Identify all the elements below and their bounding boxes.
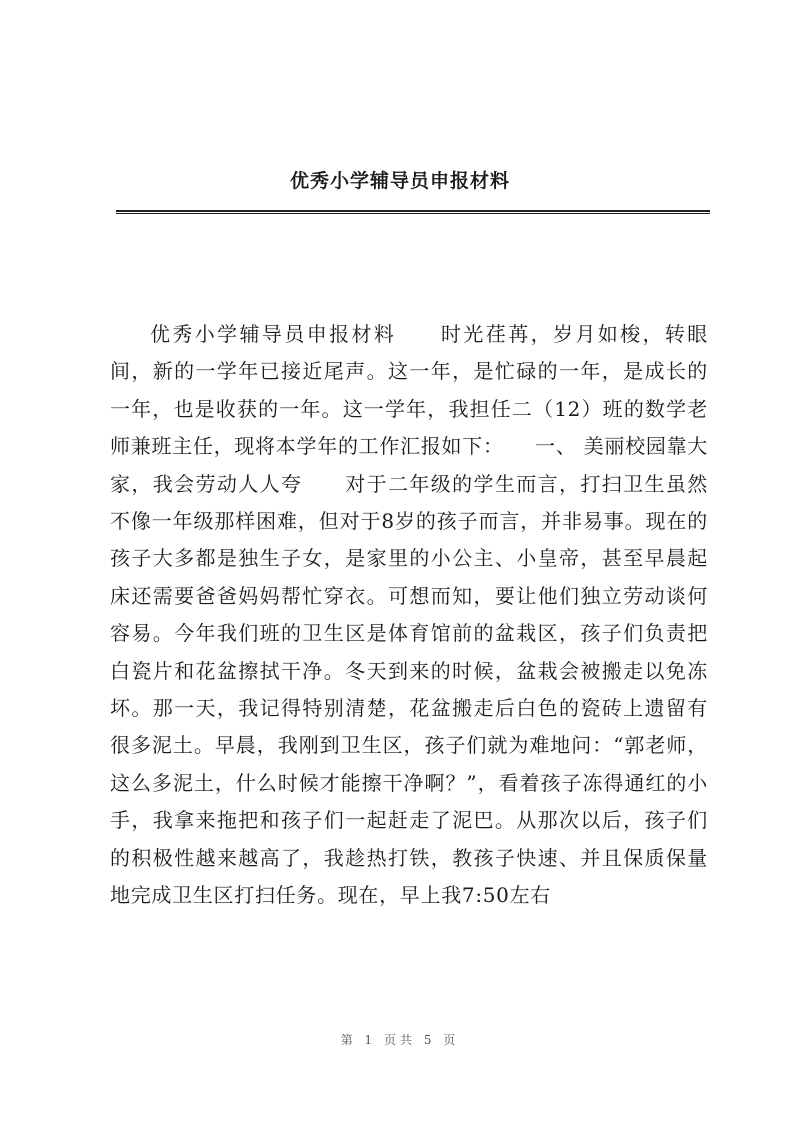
page-title: 优秀小学辅导员申报材料 bbox=[289, 170, 510, 192]
page-footer: 第 1 页共 5 页 bbox=[340, 1033, 460, 1047]
title-divider bbox=[116, 210, 710, 214]
body-paragraph: 优秀小学辅导员申报材料 时光荏苒，岁月如梭，转眼间，新的一学年已接近尾声。这一年，是忙碌的一年，是成长的一年，也是收获的一年。这一学年，我担任二（12）班的数学老师兼班主任，现将本学年的工作汇报如下： 一、 美丽校园靠大家，我会劳动人人夸 对于二年级的学生而言，打扫卫生虽然不像一年级那样困难，但对于8岁的孩子而言，并非易事。现在的孩子大多都是独生子女，是家里的小公主、小皇帝，甚至早晨起床还需要爸爸妈妈帮忙穿衣。可想而知，要让他们独立劳动谈何容易。今年我们班的卫生区是体育馆前的盆栽区，孩子们负责把白瓷片和花盆擦拭干净。冬天到来的时候，盆栽会被搬走以免冻坏。那一天，我记得特别清楚，花盆搬走后白色的瓷砖上遗留有很多泥土。早晨，我刚到卫生区，孩子们就为难地问：“郭老师，这么多泥土，什么时候才能擦干净啊？”，看着孩子冻得通红的小手，我拿来拖把和孩子们一起赶走了泥巴。从那次以后，孩子们的积极性越来越高了，我趁热打铁，教孩子快速、并且保质保量地完成卫生区打扫任务。现在，早上我7:50左右 bbox=[110, 322, 708, 908]
